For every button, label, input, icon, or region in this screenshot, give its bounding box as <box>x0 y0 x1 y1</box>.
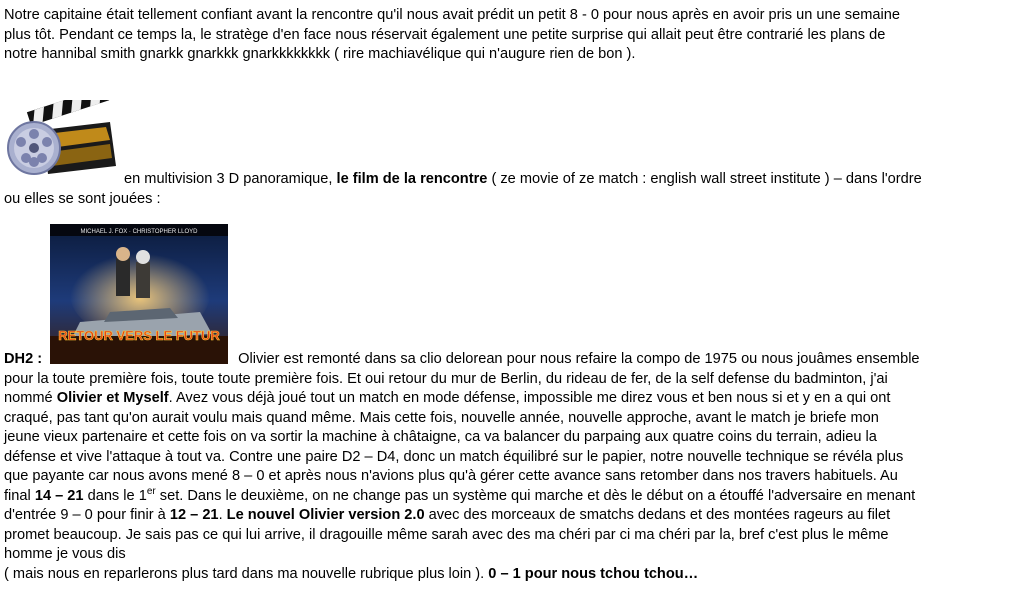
poster-actors: MICHAEL J. FOX · CHRISTOPHER LLOYD <box>80 229 198 235</box>
dh2-line-5: jeune vieux partenaire et cette fois on va sortir la machine à châtaigne, ca va balancer du parpaing aux quatre coins du terrain, adieu la <box>4 429 877 445</box>
film-line-2: ou elles se sont jouées : <box>4 190 161 207</box>
film-prefix: en multivision 3 D panoramique, <box>124 171 337 187</box>
dh2-label: DH2 : <box>4 351 43 367</box>
back-to-the-future-poster <box>50 224 228 364</box>
dh2-line-7: que payante car nous avons mené 8 – 0 et après nous n'avions plus qu'à gérer cette avance sans retomber dans nos travers habituels. Au <box>4 468 898 484</box>
first-set-score: 14 – 21 <box>34 487 84 504</box>
players-names: Olivier et Myself <box>56 390 169 406</box>
intro-line-1: Notre capitaine était tellement confiant avant la rencontre qu'il nous avait prédit un petit 8 - 0 pour nous après en avoir pris un une semaine <box>4 7 900 23</box>
film-title-bold: le film de la rencontre <box>336 171 488 187</box>
new-olivier-version: Le nouvel Olivier version 2.0 <box>226 507 425 523</box>
dh2-line-12-start: ( mais nous en reparlerons plus tard dans ma nouvelle rubrique plus loin ). <box>4 565 489 582</box>
intro-paragraph <box>4 6 1006 65</box>
film-clapperboard-reel-icon <box>2 100 122 178</box>
dh2-line-3-end: . Avez vous déjà joué tout un match en mode défense, impossible me direz vous et ben nous si et y en a qui ont <box>168 390 891 406</box>
dh2-paragraph <box>4 350 1006 584</box>
dh2-line-6: défense et vive l'attaque à tout va. Contre une paire D2 – D4, donc un match équilibré sur le papier, notre nouvelle technique se révéla plus <box>4 448 904 465</box>
dh2-line-2: pour la toute première fois, toute toute première fois. Et oui retour du mur de Berlin, du rideau de fer, de la self defense du badminton, j'ai <box>4 370 888 387</box>
intro-line-2: plus tôt. Pendant ce temps la, le stratège d'en face nous réservait également une petite surprise qui allait peut être contrarié les plans de <box>4 26 886 43</box>
film-paragraph <box>4 170 1006 209</box>
dh2-line-11: homme je vous dis <box>4 546 126 562</box>
dh2-line-10: promet beaucoup. Je sais pas ce qui lui arrive, il dragouille même sarah avec des ma chéri par ci ma chéri par la, bref c'est plus le même <box>4 526 889 543</box>
dh2-line-1: Olivier est remonté dans sa clio delorean pour nous refaire la compo de 1975 ou nous jouâmes ensemble <box>238 351 920 367</box>
film-suffix: ( ze movie of ze match : english wall street institute ) – dans l'ordre <box>487 171 922 187</box>
dh2-line-9-start: d'entrée 9 – 0 pour finir à <box>4 507 170 523</box>
ordinal-superscript: er <box>146 485 156 497</box>
match-result: 0 – 1 pour nous tchou tchou… <box>488 565 699 582</box>
dh2-line-3-start: nommé <box>4 390 57 406</box>
second-set-score: 12 – 21 <box>169 507 219 523</box>
dh2-line-4: craqué, pas tant qu'on aurait voulu mais quand même. Mais cette fois, nouvelle année, nouvelle approche, avant le match je briefe mon <box>4 409 879 426</box>
dh2-line-8-start: final <box>4 487 35 504</box>
dh2-line-8-end: set. Dans le deuxième, on ne change pas un système qui marche et dès le début on a étouffé l'adversaire en menant <box>155 487 916 504</box>
dh2-line-9-end: avec des morceaux de smatchs dedans et des montées rageurs au filet <box>424 507 891 523</box>
dh2-line-8-mid: dans le 1 <box>83 487 147 504</box>
intro-line-3: notre hannibal smith gnarkk gnarkkk gnarkkkkkkkk ( rire machiavélique qui n'augure rien de bon ). <box>4 46 636 62</box>
dh2-line-9-sep: . <box>218 507 227 523</box>
poster-title: RETOUR VERS LE FUTUR <box>58 328 220 343</box>
